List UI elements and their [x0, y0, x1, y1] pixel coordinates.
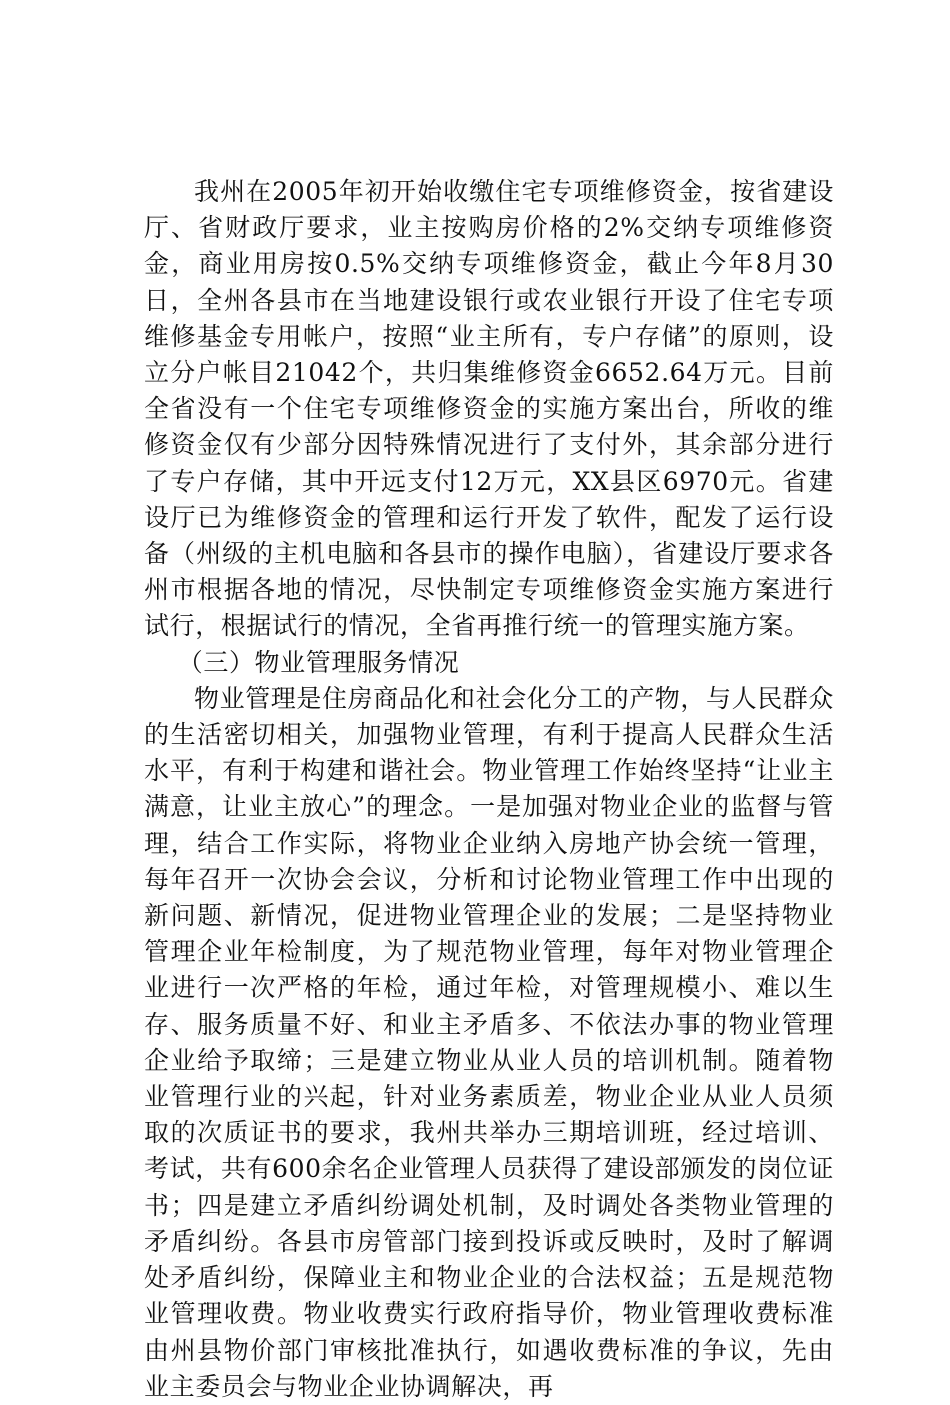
- section-heading-property-management: （三）物业管理服务情况: [177, 647, 460, 677]
- paragraph-maintenance-fund: 我州在2005年初开始收缴住宅专项维修资金，按省建设厅、省财政厅要求，业主按购房价格的2%交纳专项维修资金，商业用房按0.5%交纳专项维修资金，截止今年8月30日，全州各县市在当地建设银行或农业银行开设了住宅专项维修基金专用帐户，按照“业主所有，专户存储”的原则，设立分户帐目21042个，共归集维修资金6652.64万元。目前全省没有一个住宅专项维修资金的实施方案出台，所收的维修资金仅有少部分因特殊情况进行了支付外，其余部分进行了专户存储，其中开远支付12万元，XX县区6970元。省建设厅已为维修资金的管理和运行开发了软件，配发了运行设备（州级的主机电脑和各县市的操作电脑），省建设厅要求各州市根据各地的情况，尽快制定专项维修资金实施方案进行试行，根据试行的情况，全省再推行统一的管理实施方案。: [144, 177, 834, 641]
- document-body: [144, 174, 834, 1405]
- paragraph-property-management: 物业管理是住房商品化和社会化分工的产物，与人民群众的生活密切相关，加强物业管理，有利于提高人民群众生活水平，有利于构建和谐社会。物业管理工作始终坚持“让业主满意，让业主放心”的理念。一是加强对物业企业的监督与管理，结合工作实际，将物业企业纳入房地产协会统一管理，每年召开一次协会会议，分析和讨论物业管理工作中出现的新问题、新情况，促进物业管理企业的发展；二是坚持物业管理企业年检制度，为了规范物业管理，每年对物业管理企业进行一次严格的年检，通过年检，对管理规模小、难以生存、服务质量不好、和业主矛盾多、不依法办事的物业管理企业给予取缔；三是建立物业从业人员的培训机制。随着物业管理行业的兴起，针对业务素质差，物业企业从业人员须取的次质证书的要求，我州共举办三期培训班，经过培训、考试，共有600余名企业管理人员获得了建设部颁发的岗位证书；四是建立矛盾纠纷调处机制，及时调处各类物业管理的矛盾纠纷。各县市房管部门接到投诉或反映时，及时了解调处矛盾纠纷，保障业主和物业企业的合法权益；五是规范物业管理收费。物业收费实行政府指导价，物业管理收费标准由州县物价部门审核批准执行，如遇收费标准的争议，先由业主委员会与物业企业协调解决，再: [144, 683, 835, 1401]
